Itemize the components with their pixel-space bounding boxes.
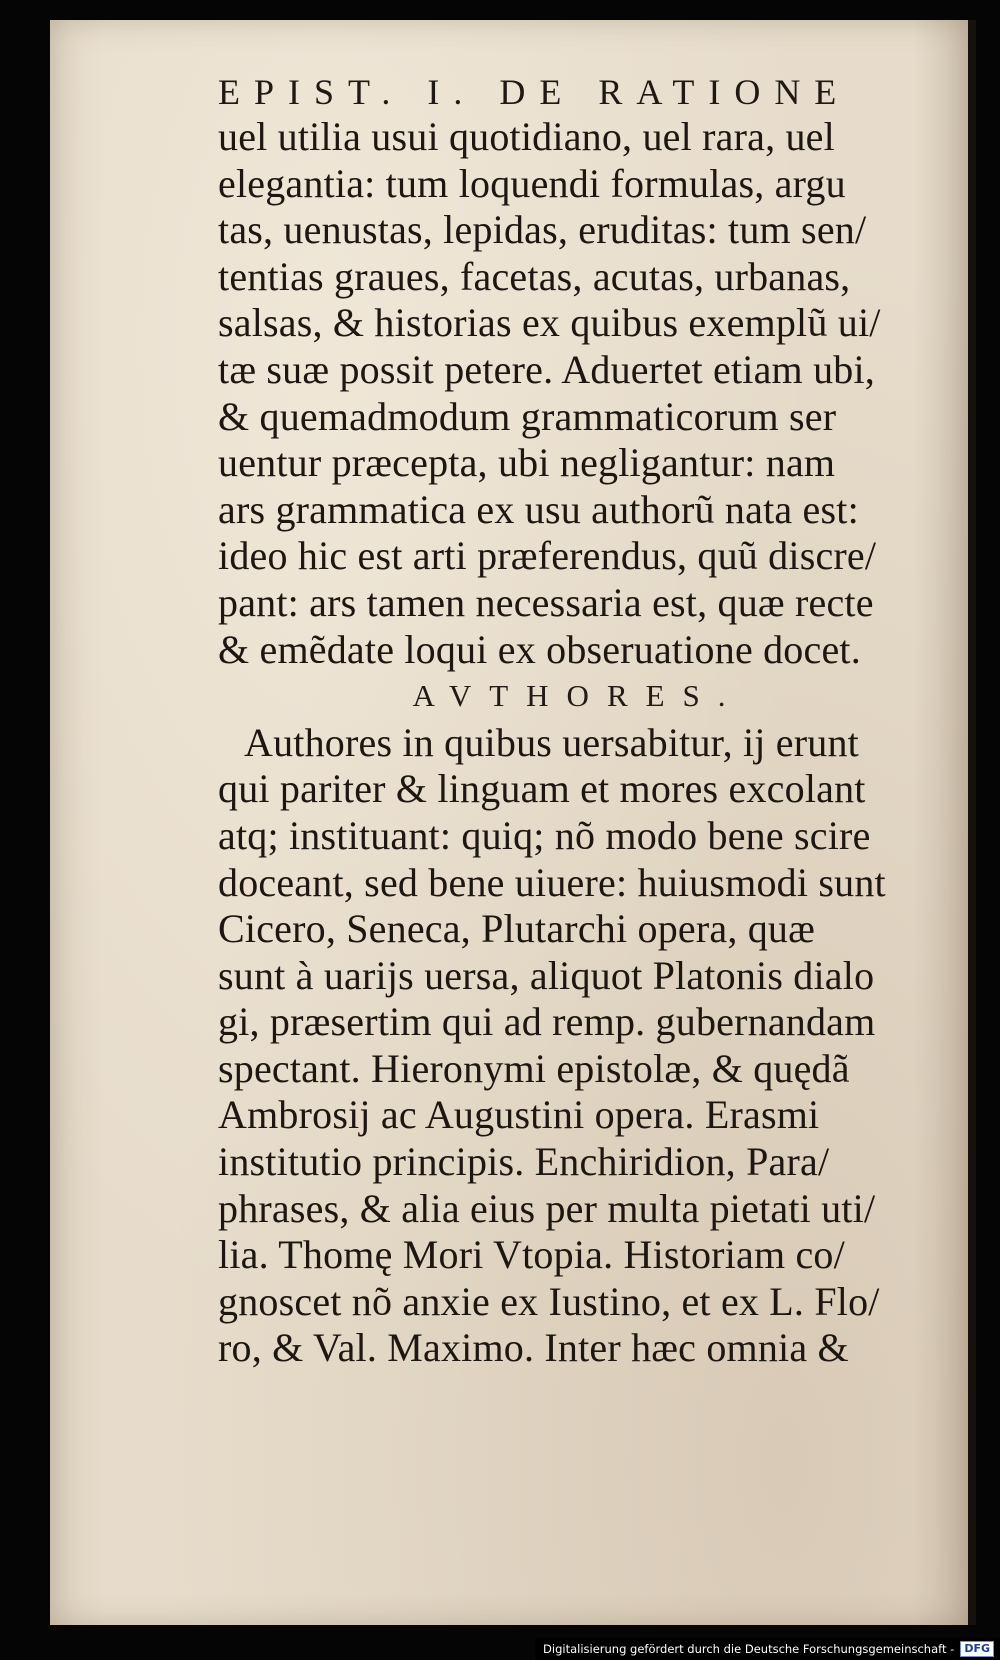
funding-credit: Digitalisierung gefördert durch die Deutsche Forschungsgemeinschaft -	[543, 1642, 955, 1656]
paragraph-ratione	[218, 114, 918, 673]
text-line: Ambrosij ac Augustini opera. Erasmi	[218, 1092, 820, 1138]
page-edge	[968, 20, 976, 1625]
text-line: tentias graues, facetas, acutas, urbanas,	[218, 253, 851, 299]
text-line: salsas, & historias ex quibus exemplũ ui/	[218, 300, 881, 346]
text-line: gi, præsertim qui ad remp. gubernandam	[218, 999, 876, 1045]
text-line: elegantia: tum loquendi formulas, argu	[218, 160, 846, 206]
text-line: gnoscet nõ anxie ex Iustino, et ex L. Flo/	[218, 1278, 880, 1324]
book-page	[50, 20, 968, 1625]
text-line: ro, & Val. Maximo. Inter hæc omnia &	[218, 1325, 849, 1371]
text-line: uel utilia usui quotidiano, uel rara, uel	[218, 114, 835, 159]
footer-bar	[535, 1638, 1000, 1660]
text-line: & quemadmodum grammaticorum ser	[218, 393, 837, 439]
text-line: tas, uenustas, lepidas, eruditas: tum sen/	[218, 207, 867, 253]
dfg-logo-icon: DFG	[960, 1641, 994, 1657]
text-line: atq; instituant: quiq; nõ modo bene scire	[218, 812, 871, 858]
text-block	[218, 70, 918, 1372]
text-line: institutio principis. Enchiridion, Para/	[218, 1139, 830, 1185]
text-line: Authores in quibus uersabitur, ij erunt	[244, 719, 859, 765]
text-line: doceant, sed bene uiuere: huiusmodi sunt	[218, 859, 886, 905]
text-line: & emẽdate loqui ex obseruatione docet.	[218, 626, 861, 672]
text-line: qui pariter & linguam et mores excolant	[218, 766, 866, 812]
text-line: Cicero, Seneca, Plutarchi opera, quæ	[218, 906, 816, 952]
text-line: ideo hic est arti præferendus, quũ discre/	[218, 533, 877, 579]
text-line: sunt à uarijs uersa, aliquot Platonis dialo	[218, 952, 875, 998]
section-heading: AVTHORES.	[412, 678, 744, 714]
text-line: pant: ars tamen necessaria est, quæ recte	[218, 579, 874, 625]
text-line: uentur præcepta, ubi negligantur: nam	[218, 440, 836, 486]
text-line: phrases, & alia eius per multa pietati uti/	[218, 1185, 876, 1231]
paragraph-authores	[218, 720, 918, 1372]
text-line: spectant. Hieronymi epistolæ, & quędã	[218, 1045, 850, 1091]
text-line: tæ suæ possit petere. Aduertet etiam ubi,	[218, 346, 875, 392]
text-line: ars grammatica ex usu authorũ nata est:	[218, 486, 859, 532]
text-line: lia. Thomę Mori Vtopia. Historiam co/	[218, 1232, 845, 1278]
running-head: EPIST. I. DE RATIONE	[218, 72, 851, 112]
